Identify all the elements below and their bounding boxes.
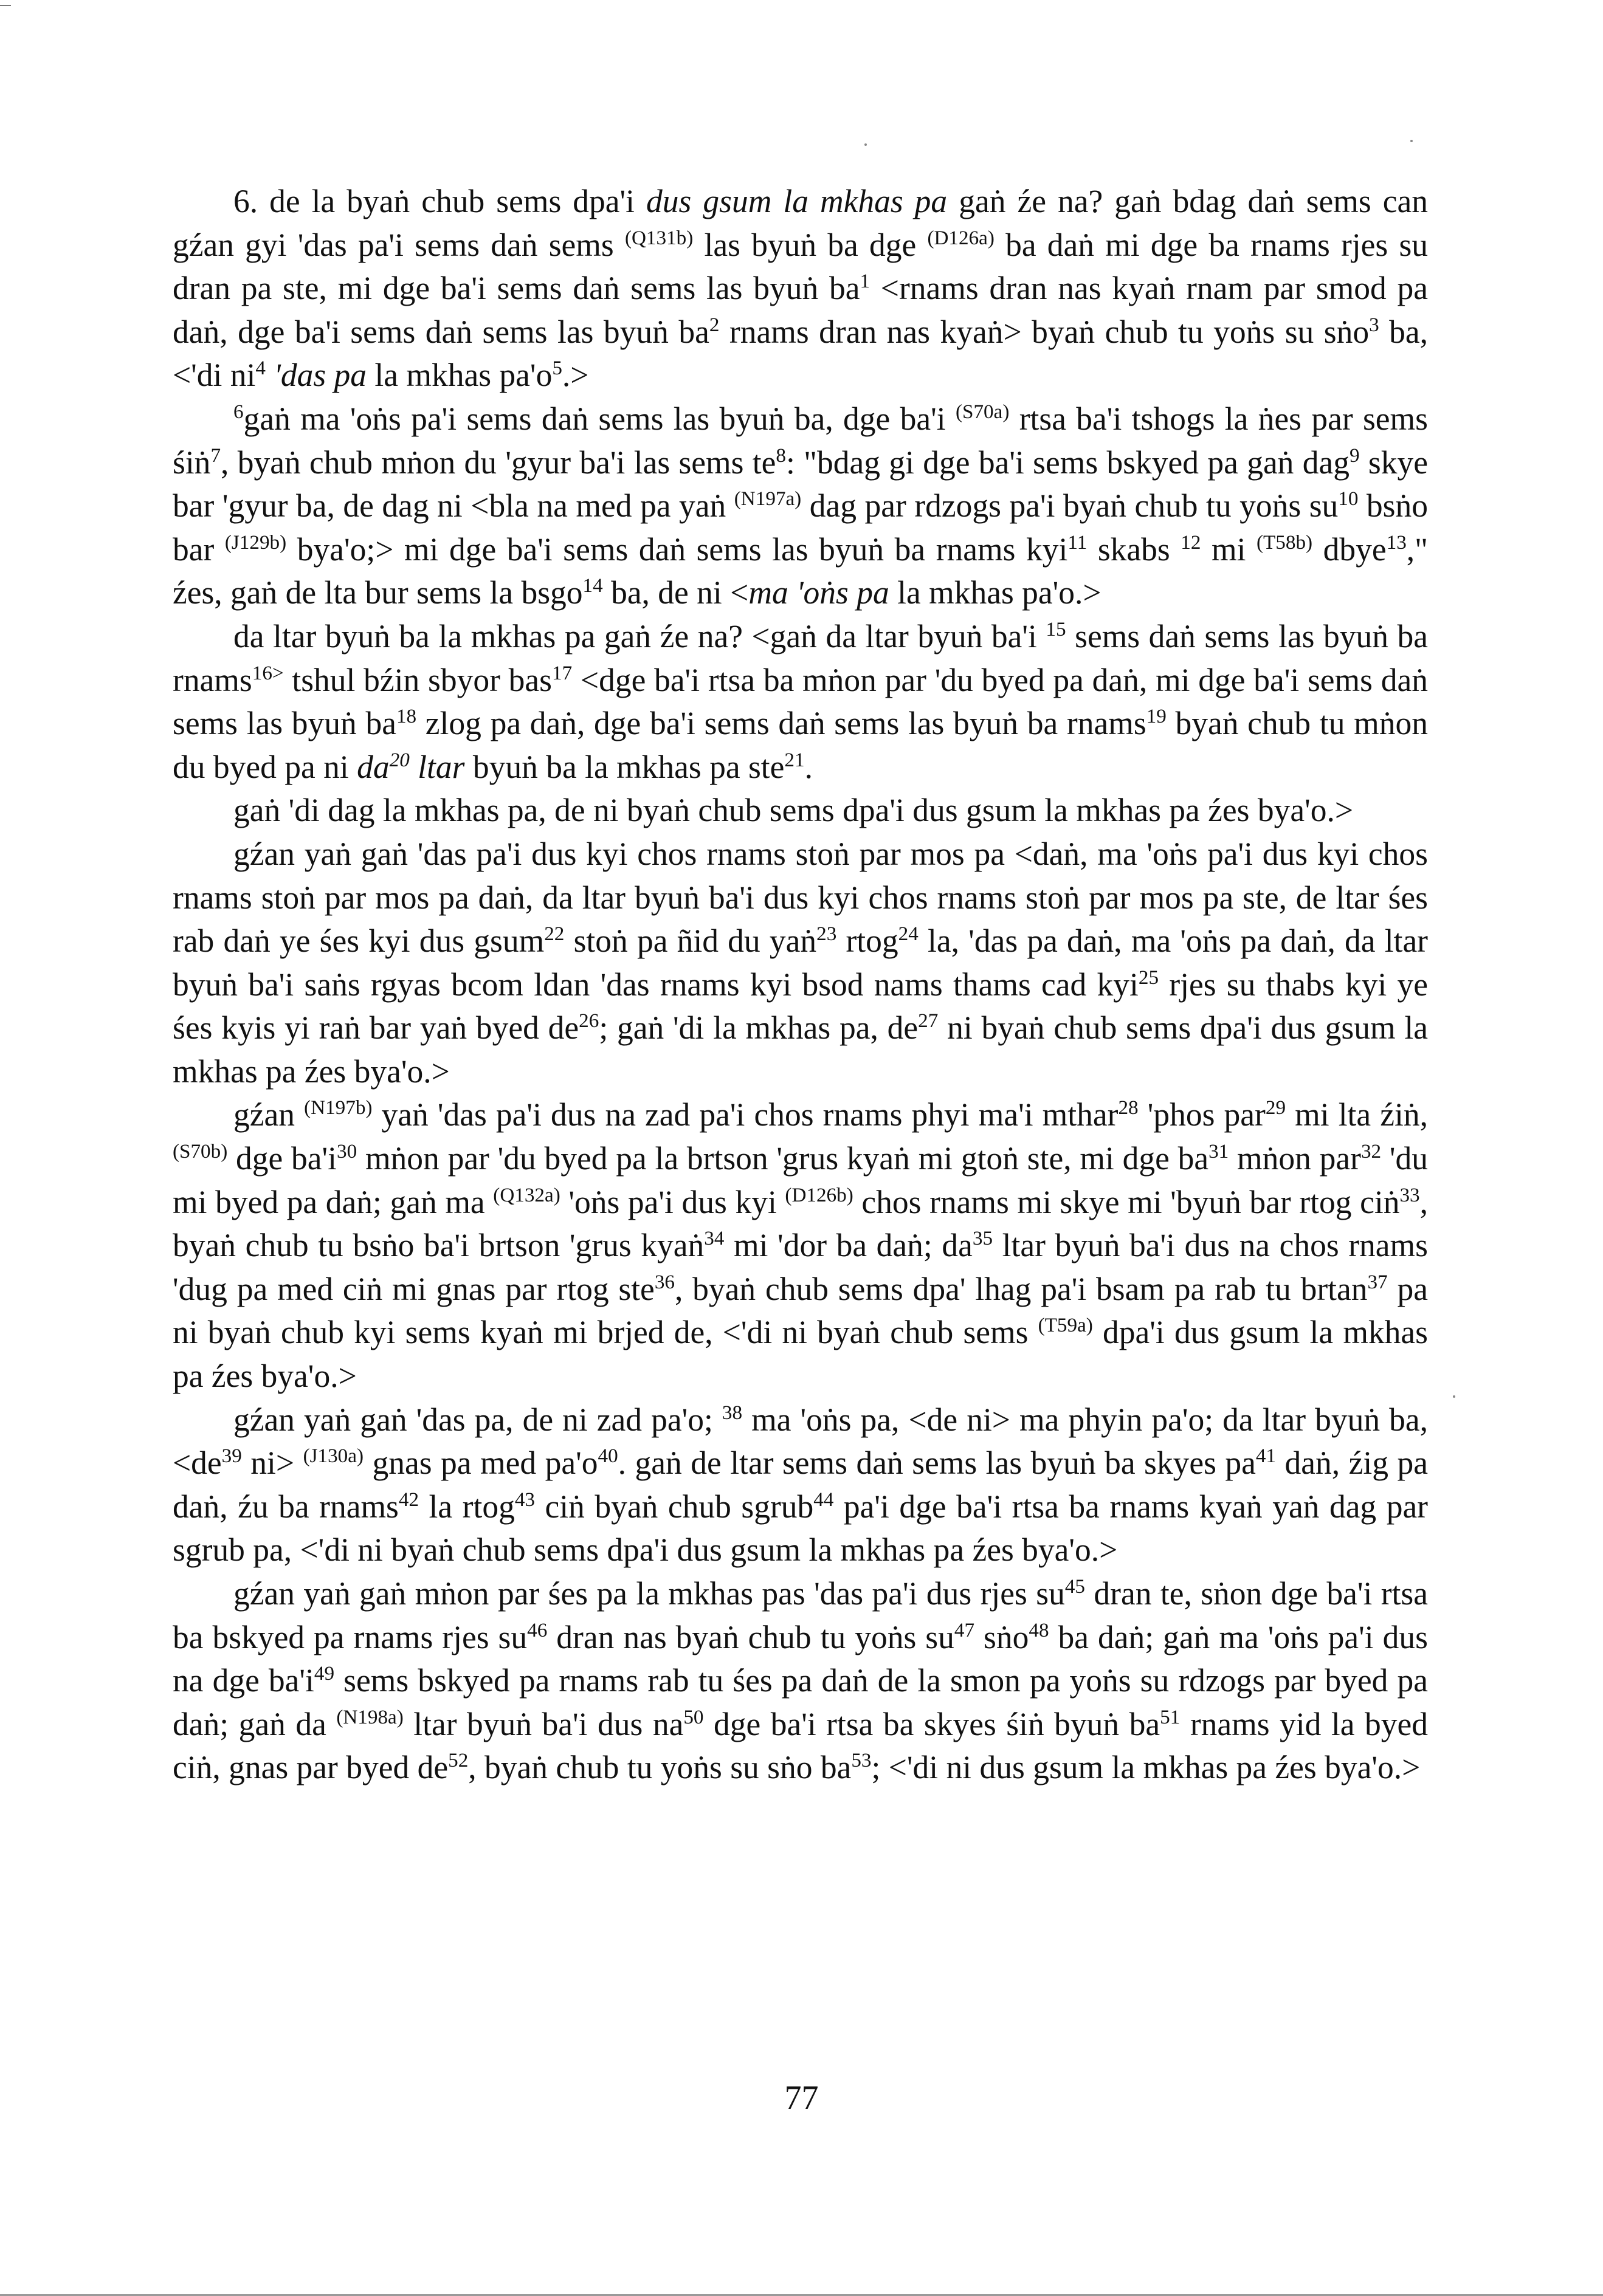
paragraph: gaṅ 'di dag la mkhas pa, de ni byaṅ chub sems dpa'i dus gsum la mkhas pa źes bya'o.> bbox=[233, 792, 1354, 829]
paragraph: 6. de la byaṅ chub sems dpa'i dus gsum la mkhas pa gaṅ źe na? gaṅ bdag daṅ sems can gźan gyi 'das pa'i sems daṅ sems $^{(Q131b)}$ las byuṅ ba dge $^{(D126a)}$ ba daṅ mi dge ba rnams rjes su dran pa ste, mi dge ba'i sems daṅ sems las byuṅ $ba^1$ <rnams dran nas kyaṅ rnam par smod pa daṅ, dge ba'i sems daṅ sems las byuṅ $ba^2$ rnams dran nas kyaṅ> byaṅ chub tu yoṅs su sṅo$^3$ ba, <'di $ni^4$ 'das pa la mkhas $pa'o^5.>$ bbox=[173, 183, 1429, 394]
body-text bbox=[173, 180, 1428, 1790]
scan-artifact bbox=[0, 5, 11, 6]
scan-speck bbox=[1410, 140, 1413, 142]
paragraph: gźan yaṅ gaṅ 'das pa'i dus kyi chos rnams stoṅ par mos pa <daṅ, ma 'oṅs pa'i dus kyi chos rnams stoṅ par mos pa daṅ, da ltar byuṅ ba'i dus kyi chos rnams stoṅ par mos pa ste, de ltar śes rab daṅ ye śes kyi dus gsum$^{22}$ stoṅ pa ñid du yaṅ$^{23}$ rtog$^{24}$ la, 'das pa daṅ, ma 'oṅs pa daṅ, da ltar byuṅ ba'i saṅs rgyas bcom ldan 'das rnams kyi bsod nams thams cad kyi$^{25}$ rjes su thabs kyi ye śes kyis yi raṅ bar yaṅ byed $de^{26}$; gaṅ 'di la mkhas pa, $de^{27}$ ni byaṅ chub sems dpa'i dus gsum la mkhas pa źes bya'o.> bbox=[173, 835, 1429, 1090]
scan-speck bbox=[864, 143, 867, 146]
paragraph: gźan yaṅ gaṅ 'das pa, de ni zad pa'o; $^{38}$ ma 'oṅs pa, <de ni> ma phyin pa'o; da ltar byuṅ ba, $<de^{39}$ ni> $^{(J130a)}$ gnas pa med $pa'o^{40}$. gaṅ de ltar sems daṅ sems las byuṅ ba skyes $pa^{41}$ daṅ, źig pa daṅ, źu ba rnams$^{42}$ la rtog$^{43}$ ciṅ byaṅ chub sgrub$^{44}$ pa'i dge ba'i rtsa ba rnams kyaṅ yaṅ dag par sgrub pa, <'di ni byaṅ chub sems dpa'i dus gsum la mkhas pa źes bya'o.> bbox=[173, 1401, 1429, 1569]
paragraph: gźan $^{(N197b)}$ yaṅ 'das pa'i dus na zad pa'i chos rnams phyi ma'i mthar$^{28}$ 'phos par$^{29}$ mi lta źiṅ, $^{(S70b)}$ dge $ba'i^{30}$ mṅon par 'du byed pa la brtson 'grus kyaṅ mi gtoṅ ste, mi dge $ba^{31}$ mṅon par$^{32}$ 'du mi byed pa daṅ; gaṅ ma $^{(Q132a)}$ 'oṅs pa'i dus kyi $^{(D126b)}$ chos rnams mi skye mi 'byuṅ bar rtog ciṅ$^{33}$, byaṅ chub tu bsṅo ba'i brtson 'grus kyaṅ$^{34}$ mi 'dor ba daṅ; $da^{35}$ ltar byuṅ ba'i dus na chos rnams 'dug pa med ciṅ mi gnas par rtog ste$^{36}$, byaṅ chub sems dpa' lhag pa'i bsam pa rab tu brtan$^{37}$ pa ni byaṅ chub kyi sems kyaṅ mi brjed de, <'di ni byaṅ chub sems $^{(T59a)}$ dpa'i dus gsum la mkhas pa źes bya'o.> bbox=[173, 1096, 1429, 1395]
paragraph: gźan yaṅ gaṅ mṅon par śes pa la mkhas pas 'das pa'i dus rjes $su^{45}$ dran te, sṅon dge ba'i rtsa ba bskyed pa rnams rjes $su^{46}$ dran nas byaṅ chub tu yoṅs $su^{47}$ sṅo$^{48}$ ba daṅ; gaṅ ma 'oṅs pa'i dus na dge $ba'i^{49}$ sems bskyed pa rnams rab tu śes pa daṅ de la smon pa yoṅs su rdzogs par byed pa daṅ; gaṅ da $^{(N198a)}$ ltar byuṅ ba'i dus $na^{50}$ dge ba'i rtsa ba skyes śiṅ byuṅ $ba^{51}$ rnams yid la byed ciṅ, gnas par byed $de^{52}$, byaṅ chub tu yoṅs su sṅo $ba^{53}$; <'di ni dus gsum la mkhas pa źes bya'o.> bbox=[173, 1575, 1428, 1786]
paragraph: da ltar byuṅ ba la mkhas pa gaṅ źe na? <gaṅ da ltar byuṅ ba'i $^{15}$ sems daṅ sems las byuṅ ba rnams$^{16>}$ tshul bźin sbyor bas$^{17}$ <dge ba'i rtsa ba mṅon par 'du byed pa daṅ, mi dge ba'i sems daṅ sems las byuṅ $ba^{18}$ zlog pa daṅ, dge ba'i sems daṅ sems las byuṅ ba rnams$^{19}$ byaṅ chub tu mṅon du byed pa ni $da^{20}$ ltar byuṅ ba la mkhas pa ste$^{21}$. bbox=[173, 617, 1429, 785]
margin-mark bbox=[1453, 1395, 1455, 1398]
paragraph: $^6$gaṅ ma 'oṅs pa'i sems daṅ sems las byuṅ ba, dge ba'i $^{(S70a)}$ rtsa ba'i tshogs la ṅes par sems śiṅ$^7$, byaṅ chub mṅon du 'gyur ba'i las sems $te^8$: "bdag gi dge ba'i sems bskyed pa gaṅ dag$^9$ skye bar 'gyur ba, de dag ni <bla na med pa yaṅ $^{(N197a)}$ dag par rdzogs pa'i byaṅ chub tu yoṅs $su^{10}$ bsṅo bar $^{(J129b)}$ bya'o;> mi dge ba'i sems daṅ sems las byuṅ ba rnams kyi$^{11}$ skabs $^{12}$ mi $^{(T58b)}$ dbye$^{13}$," źes, gaṅ de lta bur sems la bsgo$^{14}$ ba, de ni <ma 'oṅs pa la mkhas pa'o.> bbox=[173, 400, 1429, 611]
page-number: 77 bbox=[784, 2079, 819, 2117]
